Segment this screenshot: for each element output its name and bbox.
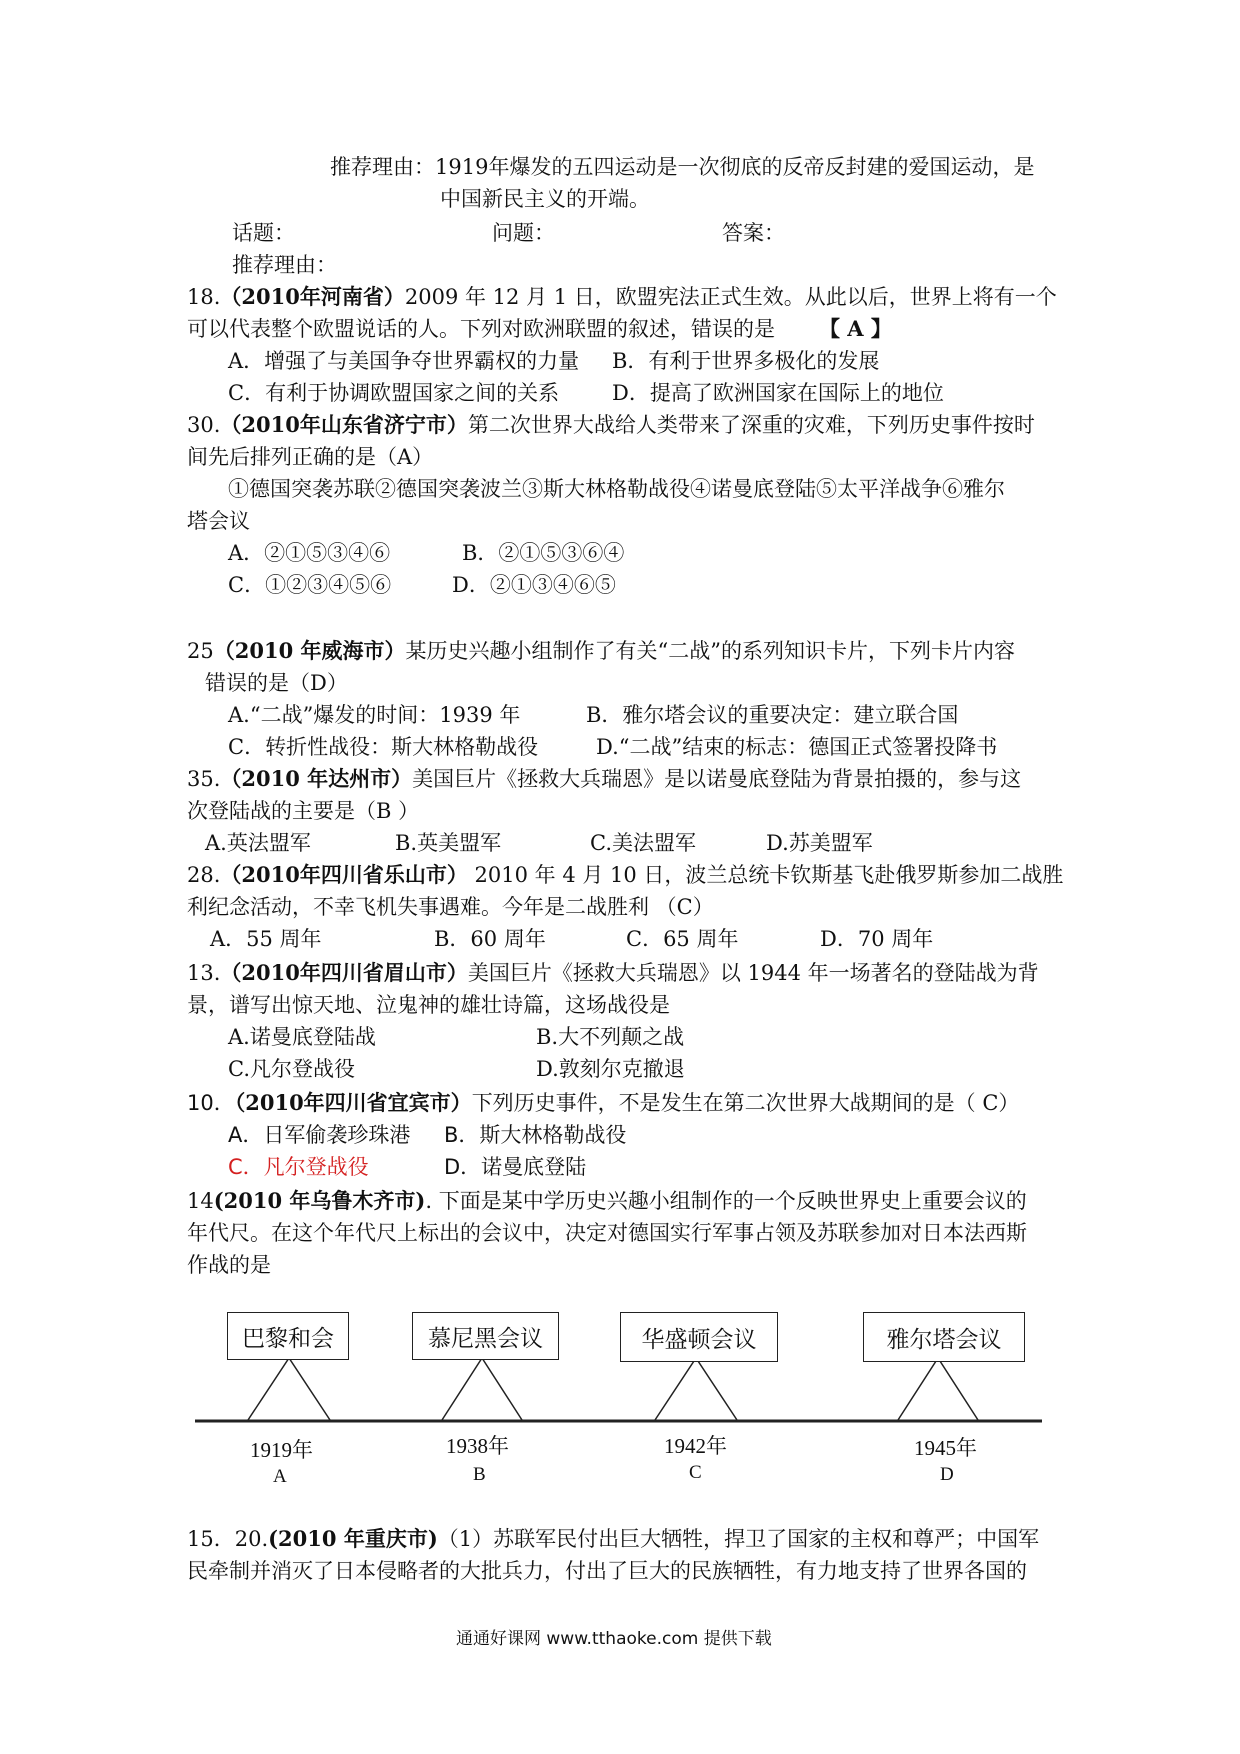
q35-option-b: B.英美盟军 bbox=[395, 831, 502, 855]
question-number: 25 bbox=[187, 639, 214, 663]
question-number: 35. bbox=[187, 767, 221, 791]
timeline-letter-c: C bbox=[689, 1462, 702, 1483]
timeline-box-paris: 巴黎和会 bbox=[227, 1312, 349, 1360]
timeline-letter-d: D bbox=[940, 1464, 954, 1485]
question-text: （1）苏联军民付出巨大牺牲，捍卫了国家的主权和尊严；中国军 bbox=[437, 1527, 1040, 1551]
timeline-marker-2 bbox=[442, 1358, 522, 1420]
question-text: 2010 年 4 月 10 日，波兰总统卡钦斯基飞赴俄罗斯参加二战胜 bbox=[467, 863, 1064, 887]
question-source: (2010 年乌鲁木齐市) bbox=[213, 1188, 426, 1213]
question-text: 美国巨片《拯救大兵瑞恩》是以诺曼底登陆为背景拍摄的，参与这 bbox=[412, 767, 1022, 791]
timeline-letter-b: B bbox=[473, 1464, 486, 1485]
question-source: （2010年四川省宜宾市） bbox=[234, 1090, 472, 1115]
q13-option-c: C.凡尔登战役 bbox=[228, 1057, 355, 1081]
question-text: 下列历史事件，不是发生在第二次世界大战期间的是（ C） bbox=[471, 1091, 1020, 1115]
timeline-year-4: 1945年 bbox=[914, 1436, 977, 1460]
question-35-line2: 次登陆战的主要是（B ） bbox=[187, 799, 420, 823]
reason-label: 推荐理由： bbox=[232, 253, 337, 277]
q13-option-b: B.大不列颠之战 bbox=[536, 1025, 685, 1049]
q25-option-a: A.“二战”爆发的时间：1939 年 bbox=[228, 703, 521, 727]
q30-events-line2: 塔会议 bbox=[187, 509, 250, 533]
question-13-line2: 景，谱写出惊天地、泣鬼神的雄壮诗篇，这场战役是 bbox=[187, 993, 670, 1017]
question-14-line2: 年代尺。在这个年代尺上标出的会议中，决定对德国实行军事占领及苏联参加对日本法西斯 bbox=[187, 1221, 1027, 1245]
recommend-reason-line1: 推荐理由：1919年爆发的五四运动是一次彻底的反帝反封建的爱国运动，是 bbox=[330, 155, 1035, 179]
question-15-line2: 民牵制并消灭了日本侵略者的大批兵力，付出了巨大的民族牺牲，有力地支持了世界各国的 bbox=[187, 1559, 1027, 1583]
q30-option-c: C．①②③④⑤⑥ bbox=[228, 573, 392, 597]
question-number: 28. bbox=[187, 863, 221, 887]
q10-option-d: D．诺曼底登陆 bbox=[444, 1155, 587, 1179]
timeline-box-yalta: 雅尔塔会议 bbox=[863, 1312, 1025, 1362]
question-number: 14 bbox=[187, 1189, 214, 1213]
q25-option-c: C．转折性战役：斯大林格勒战役 bbox=[228, 735, 539, 759]
timeline-marker-1 bbox=[248, 1358, 330, 1420]
q30-events-line1: ①德国突袭苏联②德国突袭波兰③斯大林格勒战役④诺曼底登陆⑤太平洋战争⑥雅尔 bbox=[228, 477, 1005, 501]
timeline-letter-a: A bbox=[273, 1466, 287, 1487]
question-14-line3: 作战的是 bbox=[187, 1253, 271, 1277]
question-25-line2: 错误的是（D） bbox=[205, 671, 348, 695]
q28-option-c: C．65 周年 bbox=[626, 927, 739, 951]
q18-option-d: D．提高了欧洲国家在国际上的地位 bbox=[612, 381, 944, 405]
q25-option-d: D.“二战”结束的标志：德国正式签署投降书 bbox=[596, 735, 998, 759]
question-number: 13. bbox=[187, 961, 221, 985]
question-text: 可以代表整个欧盟说话的人。下列对欧洲联盟的叙述，错误的是 bbox=[187, 317, 775, 341]
question-number: 30. bbox=[187, 413, 221, 437]
question-source: （2010年山东省济宁市） bbox=[220, 412, 468, 437]
q18-option-c: C．有利于协调欧盟国家之间的关系 bbox=[228, 381, 560, 405]
q28-option-a: A．55 周年 bbox=[210, 927, 322, 951]
timeline-year-1: 1919年 bbox=[250, 1438, 313, 1462]
question-source: (2010 年重庆市) bbox=[268, 1526, 438, 1551]
q30-option-b: B．②①⑤③⑥④ bbox=[462, 541, 625, 565]
question-15-line1 bbox=[187, 1524, 1039, 1554]
timeline-box-munich: 慕尼黑会议 bbox=[412, 1312, 559, 1360]
answer-label: 答案： bbox=[722, 221, 785, 245]
q30-option-d: D．②①③④⑥⑤ bbox=[452, 573, 616, 597]
question-answer: 【 A 】 bbox=[819, 316, 892, 341]
question-28-line2: 利纪念活动，不幸飞机失事遇难。今年是二战胜利 （C） bbox=[187, 895, 714, 919]
q35-option-d: D.苏美盟军 bbox=[766, 831, 873, 855]
recommend-reason-line2: 中国新民主义的开端。 bbox=[440, 187, 650, 211]
question-text: 某历史兴趣小组制作了有关“二战”的系列知识卡片，下列卡片内容 bbox=[405, 639, 1015, 663]
question-30-line2: 间先后排列正确的是（A） bbox=[187, 445, 434, 469]
q18-option-b: B．有利于世界多极化的发展 bbox=[612, 349, 880, 373]
question-number: 10． bbox=[187, 1091, 235, 1115]
question-source: （2010年四川省乐山市） bbox=[220, 862, 468, 887]
q28-option-b: B．60 周年 bbox=[434, 927, 546, 951]
q35-option-a: A.英法盟军 bbox=[205, 831, 311, 855]
question-text: 2009 年 12 月 1 日，欧盟宪法正式生效。从此以后，世界上将有一个 bbox=[404, 285, 1057, 309]
q13-option-a: A.诺曼底登陆战 bbox=[228, 1025, 376, 1049]
page-footer: 通通好课网 www.tthaoke.com 提供下载 bbox=[456, 1629, 772, 1649]
question-text: 美国巨片《拯救大兵瑞恩》以 1944 年一场著名的登陆战为背 bbox=[467, 961, 1039, 985]
q10-option-a: A．日军偷袭珍珠港 bbox=[228, 1123, 411, 1147]
topic-label: 话题： bbox=[232, 221, 295, 245]
q18-option-a: A．增强了与美国争夺世界霸权的力量 bbox=[228, 349, 580, 373]
question-text: 第二次世界大战给人类带来了深重的灾难，下列历史事件按时 bbox=[467, 413, 1035, 437]
timeline-marker-4 bbox=[898, 1358, 978, 1420]
q35-option-c: C.美法盟军 bbox=[590, 831, 696, 855]
q30-option-a: A．②①⑤③④⑥ bbox=[228, 541, 391, 565]
timeline-marker-3 bbox=[655, 1358, 737, 1420]
q13-option-d: D.敦刻尔克撤退 bbox=[536, 1057, 685, 1081]
q25-option-b: B．雅尔塔会议的重要决定：建立联合国 bbox=[586, 703, 959, 727]
question-number: 18. bbox=[187, 285, 221, 309]
q10-option-b: B．斯大林格勒战役 bbox=[444, 1123, 627, 1147]
question-label: 问题： bbox=[492, 221, 555, 245]
question-text: . 下面是某中学历史兴趣小组制作的一个反映世界史上重要会议的 bbox=[425, 1189, 1027, 1213]
timeline-year-3: 1942年 bbox=[664, 1434, 727, 1458]
timeline-year-2: 1938年 bbox=[446, 1434, 509, 1458]
timeline-box-washington: 华盛顿会议 bbox=[620, 1312, 778, 1362]
question-source: （2010年四川省眉山市） bbox=[220, 960, 468, 985]
q28-option-d: D．70 周年 bbox=[820, 927, 934, 951]
question-source: （2010 年威海市） bbox=[213, 638, 406, 663]
question-number: 15．20. bbox=[187, 1527, 269, 1551]
question-source: （2010年河南省） bbox=[220, 284, 405, 309]
question-source: （2010 年达州市） bbox=[220, 766, 413, 791]
q10-option-c: C．凡尔登战役 bbox=[228, 1155, 369, 1179]
